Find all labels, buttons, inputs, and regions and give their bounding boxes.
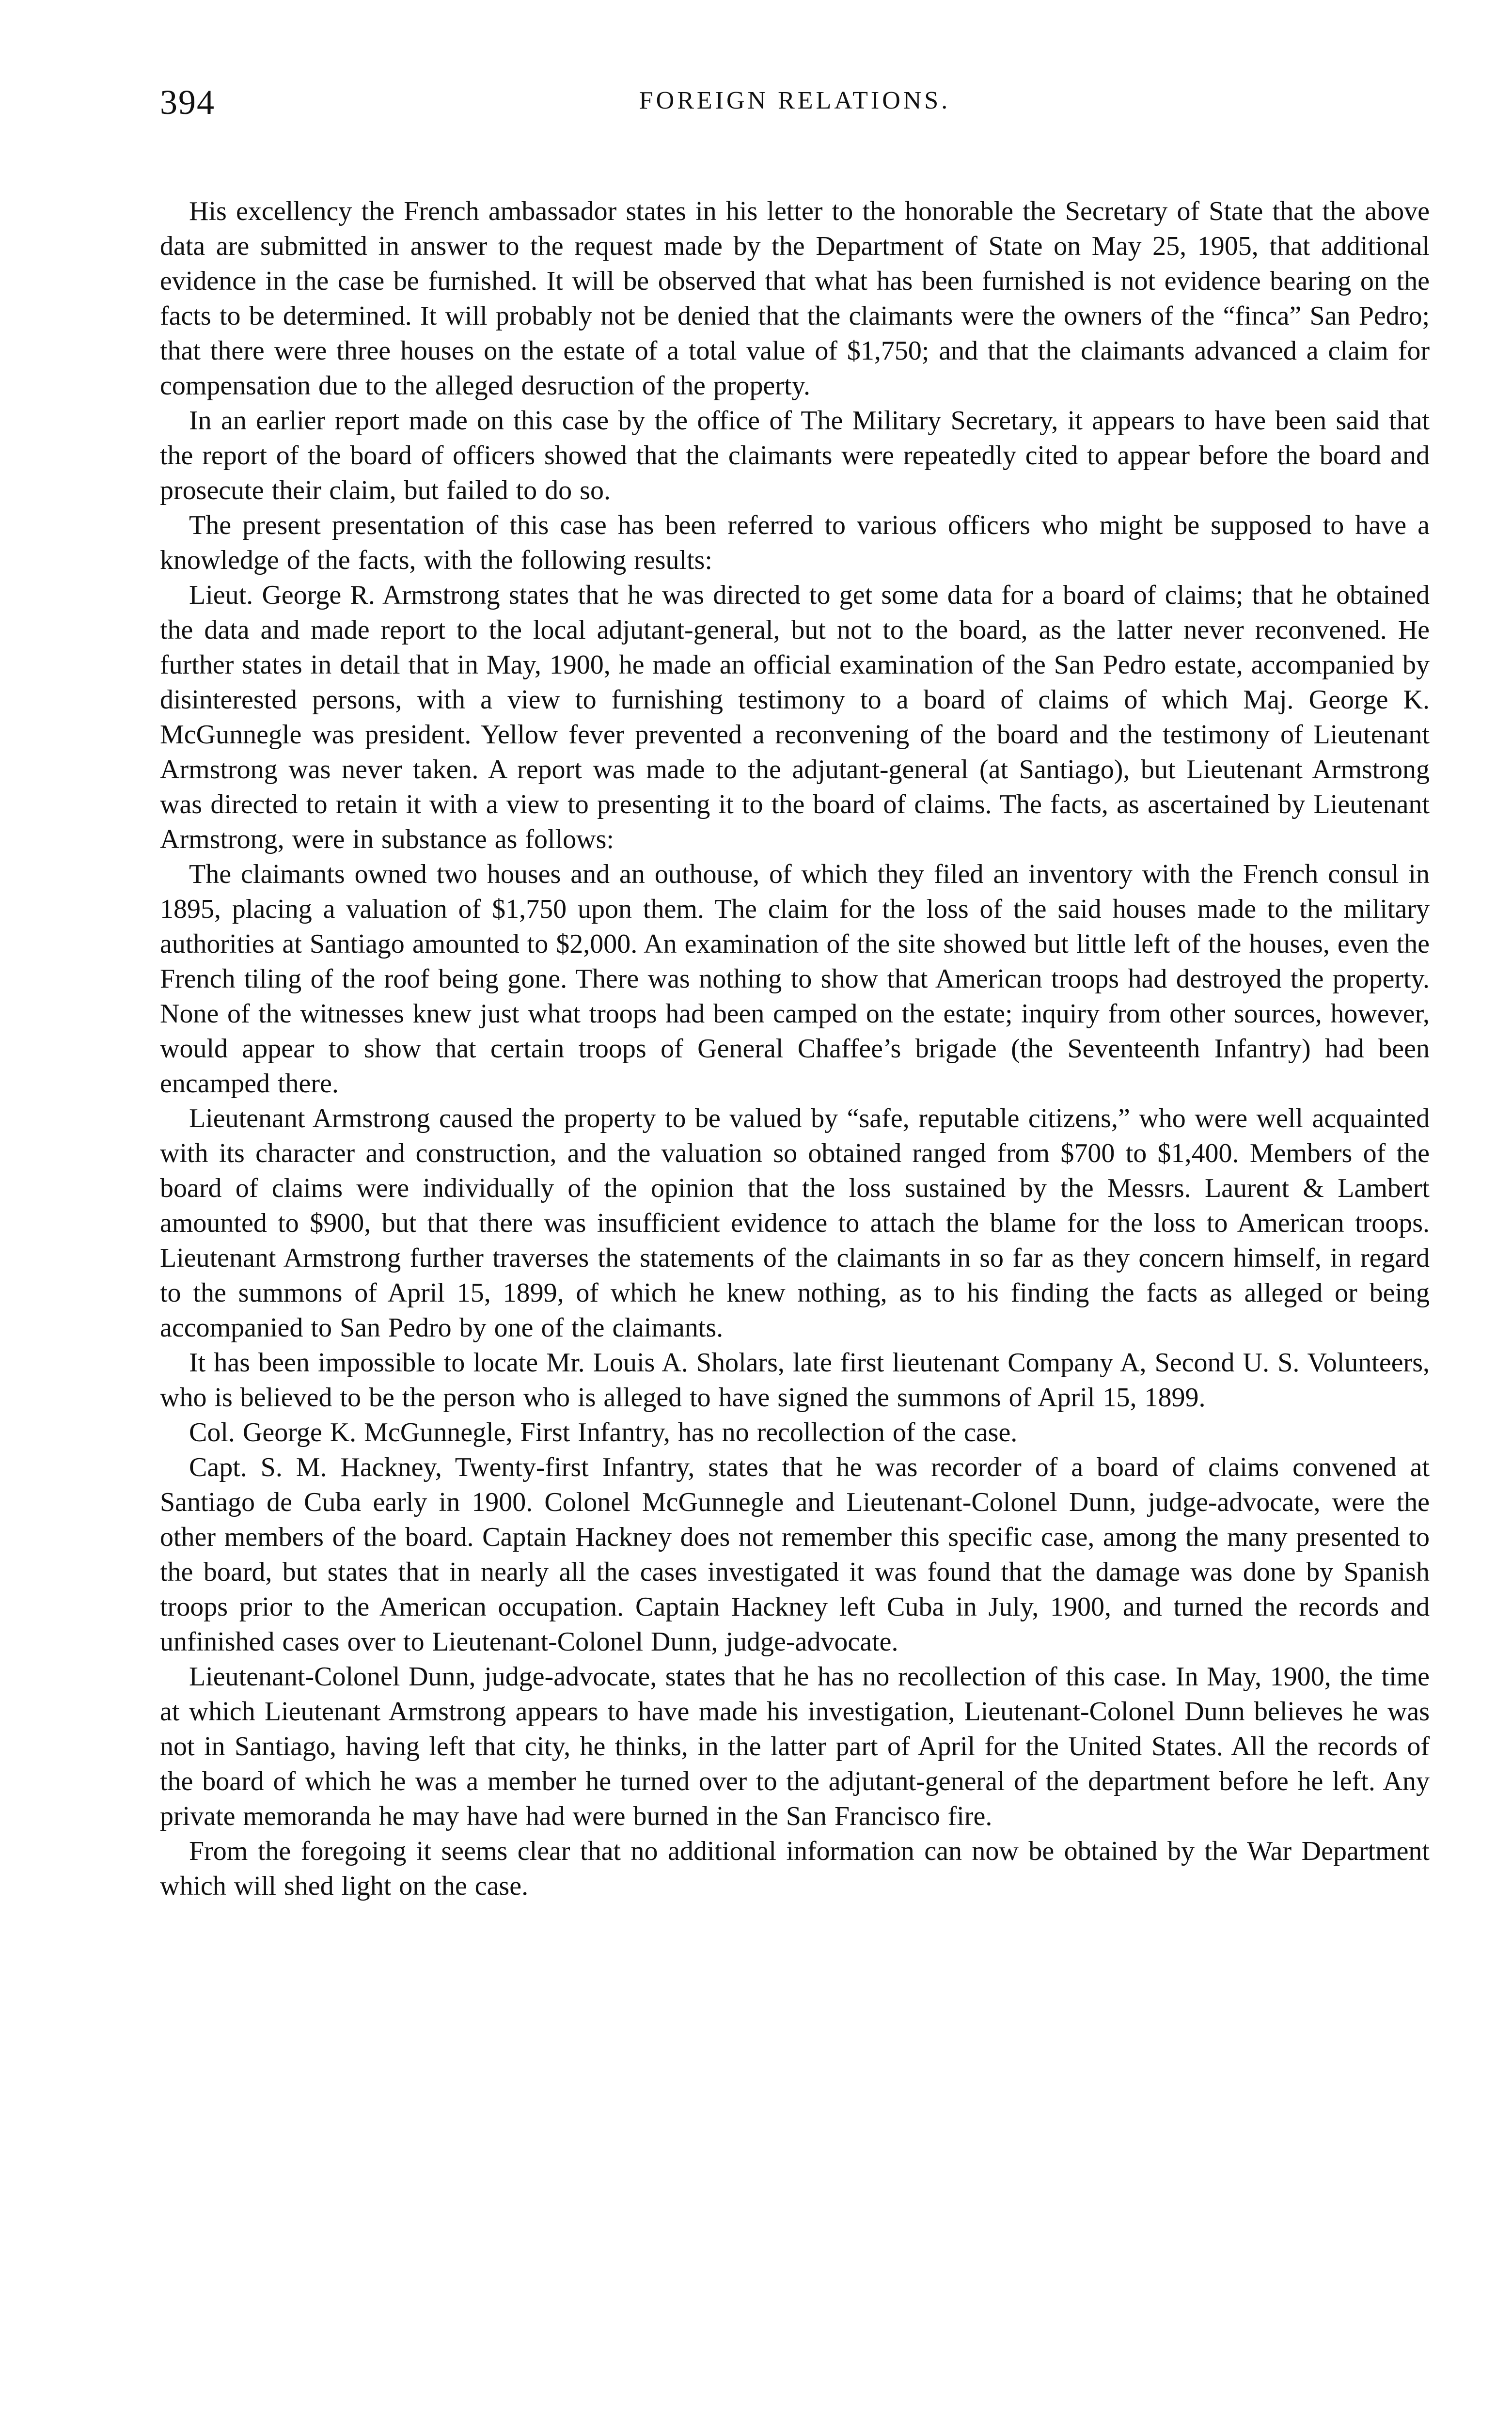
paragraph-3: The present presentation of this case has been referred to various officers who might be supposed to have a knowledge of the facts, with the following results: [160, 510, 1430, 575]
paragraph-1: His excellency the French ambassador states in his letter to the honorable the Secretary of State that the above data are submitted in answer to the request made by the Department of State on May 25, 1905, that additional evidence in the case be furnished. It will be observed that what has been furnished is not evidence bearing on the facts to be determined. It will probably not be denied that the claimants were the owners of the “finca” San Pedro; that there were three houses on the estate of a total value of $1,750; and that the claimants advanced a claim for compensation due to the alleged desruction of the property. [160, 196, 1430, 401]
page-number: 394 [160, 83, 215, 122]
paragraph-4: Lieut. George R. Armstrong states that he was directed to get some data for a board of claims; that he obtained the data and made report to the local adjutant-general, but not to the board, as the latter never reconvened. He further states in detail that in May, 1900, he made an official examination of the San Pedro estate, accompanied by disinterested persons, with a view to furnishing testimony to a board of claims of which Maj. George K. McGunnegle was president. Yellow fever prevented a reconvening of the board and the testimony of Lieutenant Armstrong was never taken. A report was made to the adjutant-general (at Santiago), but Lieutenant Armstrong was directed to retain it with a view to presenting it to the board of claims. The facts, as ascertained by Lieutenant Armstrong, were in substance as follows: [160, 580, 1430, 854]
paragraph-5: The claimants owned two houses and an outhouse, of which they filed an inventory with the French consul in 1895, placing a valuation of $1,750 upon them. The claim for the loss of the said houses made to the military authorities at Santiago amounted to $2,000. An examination of the site showed but little left of the houses, even the French tiling of the roof being gone. There was nothing to show that American troops had destroyed the property. None of the witnesses knew just what troops had been camped on the estate; inquiry from other sources, however, would appear to show that certain troops of General Chaffee’s brigade (the Seventeenth Infantry) had been encamped there. [160, 859, 1430, 1099]
paragraph-6: Lieutenant Armstrong caused the property to be valued by “safe, reputable citizens,” who were well acquainted with its character and construction, and the valuation so obtained ranged from $700 to $1,400. Members of the board of claims were individually of the opinion that the loss sustained by the Messrs. Laurent & Lambert amounted to $900, but that there was insufficient evidence to attach the blame for the loss to American troops. Lieutenant Armstrong further traverses the statements of the claimants in so far as they concern himself, in regard to the summons of April 15, 1899, of which he knew nothing, as to his finding the facts as alleged or being accompanied to San Pedro by one of the claimants. [160, 1103, 1430, 1343]
paragraph-10: Lieutenant-Colonel Dunn, judge-advocate, states that he has no recollection of this case. In May, 1900, the time at which Lieutenant Armstrong appears to have made his investigation, Lieutenant-Colonel Dunn believes he was not in Santiago, having left that city, he thinks, in the latter part of April for the United States. All the records of the board of which he was a member he turned over to the adjutant-general of the department before he left. Any private memoranda he may have had were burned in the San Francisco fire. [160, 1662, 1430, 1831]
paragraph-7: It has been impossible to locate Mr. Louis A. Sholars, late first lieutenant Company A, Second U. S. Volunteers, who is believed to be the person who is alleged to have signed the summons of April 15, 1899. [160, 1348, 1430, 1413]
paragraph-11: From the foregoing it seems clear that no additional information can now be obtained by the War Department which will shed light on the case. [160, 1836, 1430, 1901]
paragraph-2: In an earlier report made on this case by the office of The Military Secretary, it appears to have been said that the report of the board of officers showed that the claimants were repeatedly cited to appear before the board and prosecute their claim, but failed to do so. [160, 406, 1430, 505]
document-page [160, 82, 1430, 1904]
body-text [160, 194, 1430, 1904]
paragraph-8: Col. George K. McGunnegle, First Infantry, has no recollection of the case. [189, 1417, 1018, 1448]
page-header [160, 82, 1430, 141]
running-head: FOREIGN RELATIONS. [639, 87, 951, 114]
paragraph-9: Capt. S. M. Hackney, Twenty-first Infantry, states that he was recorder of a board of claims convened at Santiago de Cuba early in 1900. Colonel McGunnegle and Lieutenant-Colonel Dunn, judge-advocate, were the other members of the board. Captain Hackney does not remember this specific case, among the many presented to the board, but states that in nearly all the cases investigated it was found that the damage was done by Spanish troops prior to the American occupation. Captain Hackney left Cuba in July, 1900, and turned the records and unfinished cases over to Lieutenant-Colonel Dunn, judge-advocate. [160, 1452, 1430, 1657]
